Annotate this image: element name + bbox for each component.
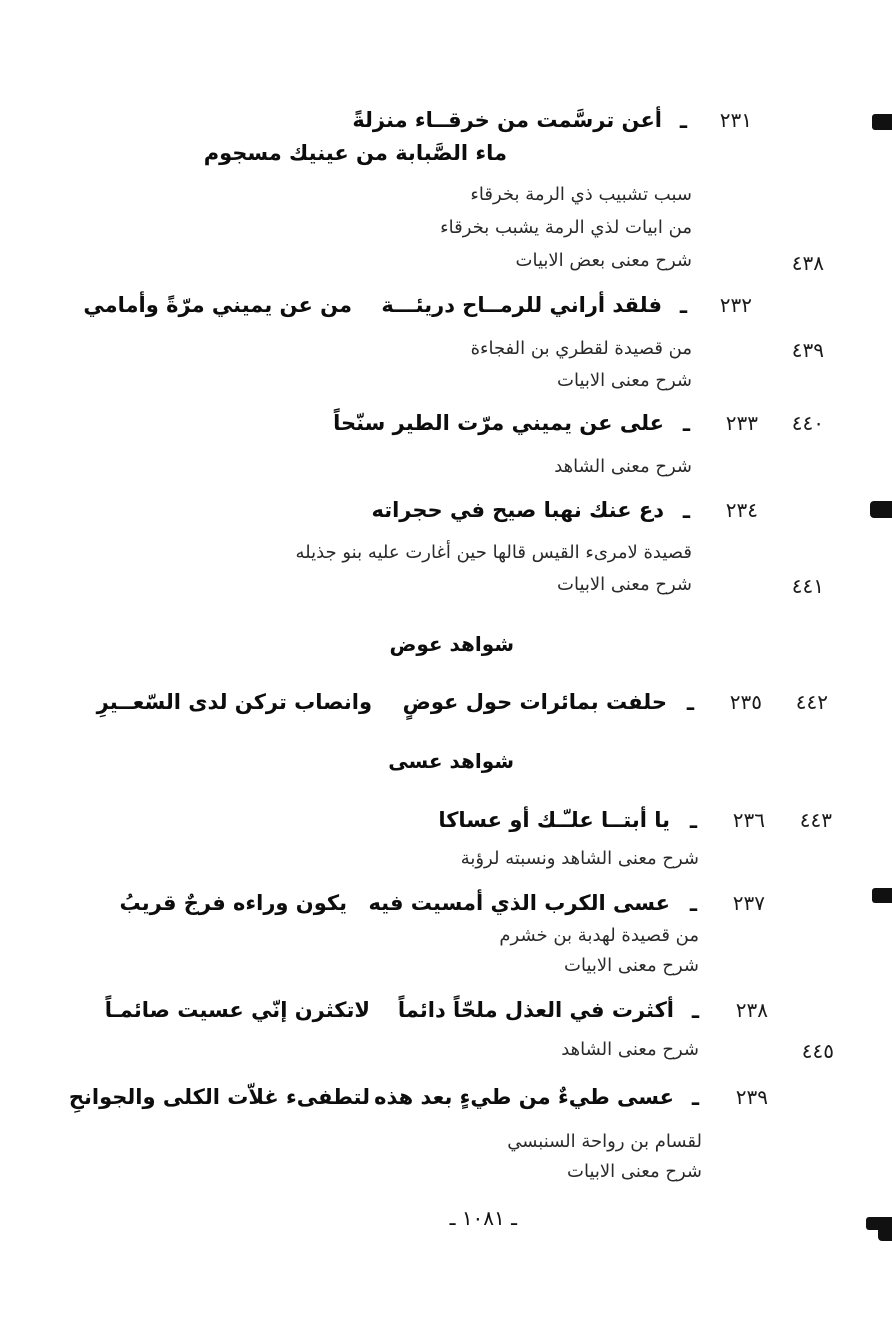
verse-first-hemistich: أعن ترسَّمت من خرقــاء منزلةً [352,108,662,132]
page-reference: ٤٤٥ [801,1039,834,1063]
verse-second-hemistich: لاتكثرن إنّي عسيت صائمـاً [104,998,370,1022]
scan-edge-mark [872,114,892,130]
page-reference: ٤٤٢ [795,690,828,714]
verse-second-hemistich: وانصاب تركن لدى السّعــيرِ [96,690,372,714]
note-line: من ابيات لذي الرمة يشبب بخرقاء [440,217,692,238]
note-line: شرح معنى الشاهد [554,456,692,477]
note-line: شرح معنى الابيات [564,955,699,976]
page-reference: ٤٤١ [791,574,824,598]
entry-number: ٢٣٣ [725,411,758,435]
verse-dash: ـ [691,999,699,1023]
note-line: لقسام بن رواحة السنبسي [507,1131,702,1152]
entry-number: ٢٣٥ [729,690,762,714]
page-reference: ٤٣٨ [791,251,824,275]
verse-dash: ـ [682,499,690,523]
verse-dash: ـ [679,109,687,133]
verse-dash: ـ [689,892,697,916]
note-line: شرح معنى الابيات [567,1161,702,1182]
note-line: شرح معنى الابيات [557,574,692,595]
note-line: شرح معنى الشاهد ونسبته لرؤبة [460,848,699,869]
note-line: من قصيدة لقطري بن الفجاءة [470,338,692,359]
note-line: شرح معنى بعض الابيات [515,250,692,271]
entry-number: ٢٣٤ [725,498,758,522]
verse-dash: ـ [689,809,697,833]
verse-second-hemistich: لتطفىء غلاّت الكلى والجوانحِ [68,1085,370,1109]
entry-number: ٢٣٢ [719,293,752,317]
page-reference: ٤٣٩ [791,338,824,362]
note-line: شرح معنى الابيات [557,370,692,391]
page-number: ـ ١٠٨١ ـ [449,1206,517,1230]
entry-number: ٢٣١ [719,108,752,132]
page-reference: ٤٤٠ [791,411,824,435]
verse-dash: ـ [686,691,694,715]
note-line: من قصيدة لهدبة بن خشرم [499,925,699,946]
entry-number: ٢٣٧ [732,891,765,915]
note-line: سبب تشبيب ذي الرمة بخرقاء [470,184,692,205]
verse-first-hemistich: يا أبتــا علـّـك أو عساكا [438,808,670,832]
verse-second-hemistich: من عن يميني مرّةً وأمامي [83,293,352,317]
verse-first-hemistich: عسى الكرب الذي أمسيت فيه [368,891,670,915]
verse-first-hemistich: أكثرت في العذل ملحّاً دائماً [397,998,674,1022]
page-reference: ٤٤٣ [799,808,832,832]
entry-number: ٢٣٨ [735,998,768,1022]
verse-second-hemistich: يكون وراءه فرجٌ قريبُ [119,891,347,915]
scan-edge-mark [870,501,892,518]
note-line: شرح معنى الشاهد [561,1039,699,1060]
verse-first-hemistich: حلفت بمائرات حول عوضٍ [402,690,667,714]
scan-edge-mark [872,888,892,903]
verse-dash: ـ [679,294,687,318]
verse-first-hemistich: عسى طيءٌ من طيءٍ بعد هذه [374,1085,674,1109]
verse-second-hemistich: ماء الصَّبابة من عينيك مسجوم [203,141,507,165]
section-heading: شواهد عسى [388,749,514,773]
verse-first-hemistich: دع عنك نهبا صيح في حجراته [371,498,664,522]
verse-dash: ـ [682,412,690,436]
verse-first-hemistich: على عن يميني مرّت الطير سنّحاً [333,411,664,435]
entry-number: ٢٣٩ [735,1085,768,1109]
entry-number: ٢٣٦ [732,808,765,832]
verse-first-hemistich: فلقد أراني للرمــاح دريئـــة [381,293,662,317]
note-line: قصيدة لامرىء القيس قالها حين أغارت عليه بنو جذيله [295,542,692,563]
verse-dash: ـ [691,1086,699,1110]
scan-edge-mark [878,1229,892,1241]
section-heading: شواهد عوض [389,632,514,656]
